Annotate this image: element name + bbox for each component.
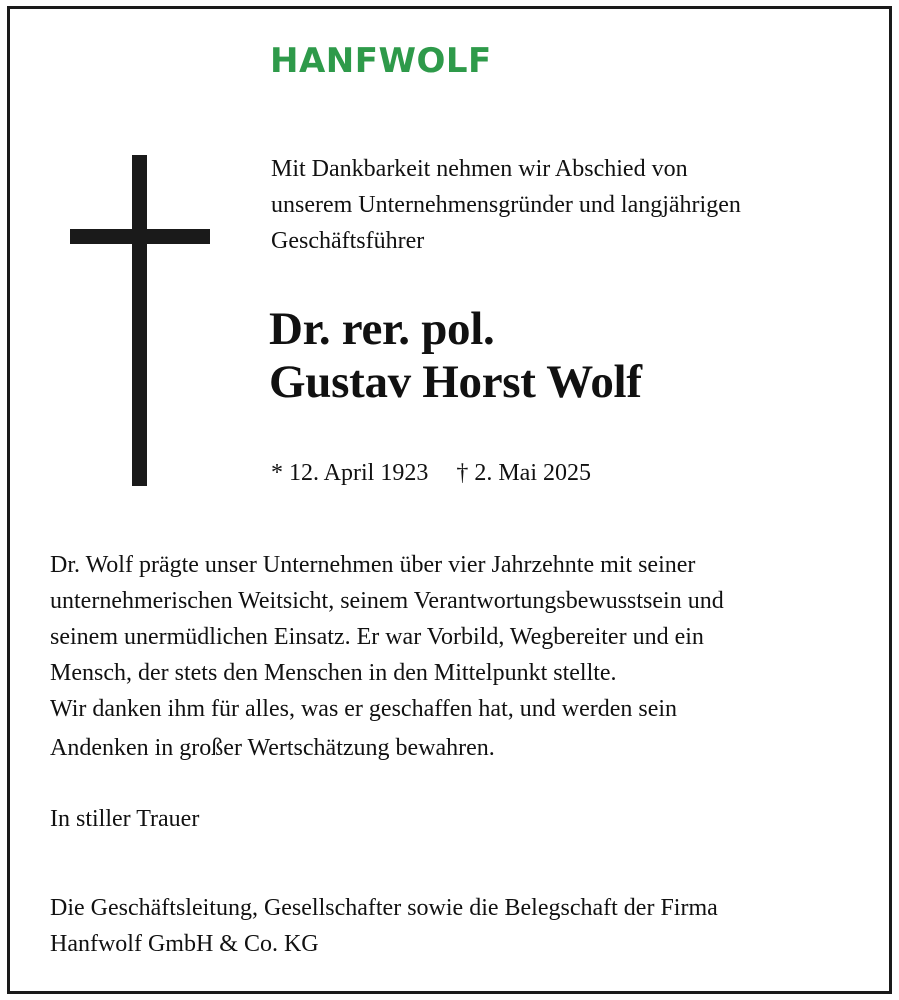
intro-line: unserem Unternehmensgründer und langjährigen [271, 192, 741, 218]
tribute-text [50, 547, 880, 766]
tribute-line: seinem unermüdlichen Einsatz. Er war Vorbild, Wegbereiter und ein [50, 624, 704, 650]
mourning-phrase: In stiller Trauer [50, 806, 200, 832]
tribute-line: Wir danken ihm für alles, was er geschaffen hat, und werden sein [50, 696, 678, 722]
company-logo: HANFWOLF [270, 41, 492, 81]
intro-line: Mit Dankbarkeit nehmen wir Abschied von [271, 156, 688, 182]
signature-line: Hanfwolf GmbH & Co. KG [50, 931, 319, 957]
deceased-full-name: Gustav Horst Wolf [269, 356, 642, 408]
cross-icon-horizontal-bar [70, 229, 210, 244]
deceased-name [269, 303, 869, 409]
tribute-line: Dr. Wolf prägte unser Unternehmen über vier Jahrzehnte mit seiner [50, 552, 696, 578]
tribute-line: Mensch, der stets den Menschen in den Mittelpunkt stellte. [50, 660, 617, 686]
deceased-title: Dr. rer. pol. [269, 303, 495, 355]
tribute-line: Andenken in großer Wertschätzung bewahren. [50, 735, 495, 761]
signature-line: Die Geschäftsleitung, Gesellschafter sowie die Belegschaft der Firma [50, 895, 718, 921]
intro-text [271, 151, 871, 259]
birth-date: * 12. April 1923 [271, 460, 429, 486]
life-dates [271, 455, 591, 491]
cross-icon-vertical-bar [132, 155, 147, 486]
signature-block [50, 890, 880, 962]
intro-line: Geschäftsführer [271, 228, 425, 254]
tribute-line: unternehmerischen Weitsicht, seinem Verantwortungsbewusstsein und [50, 588, 724, 614]
death-date: † 2. Mai 2025 [456, 460, 592, 486]
